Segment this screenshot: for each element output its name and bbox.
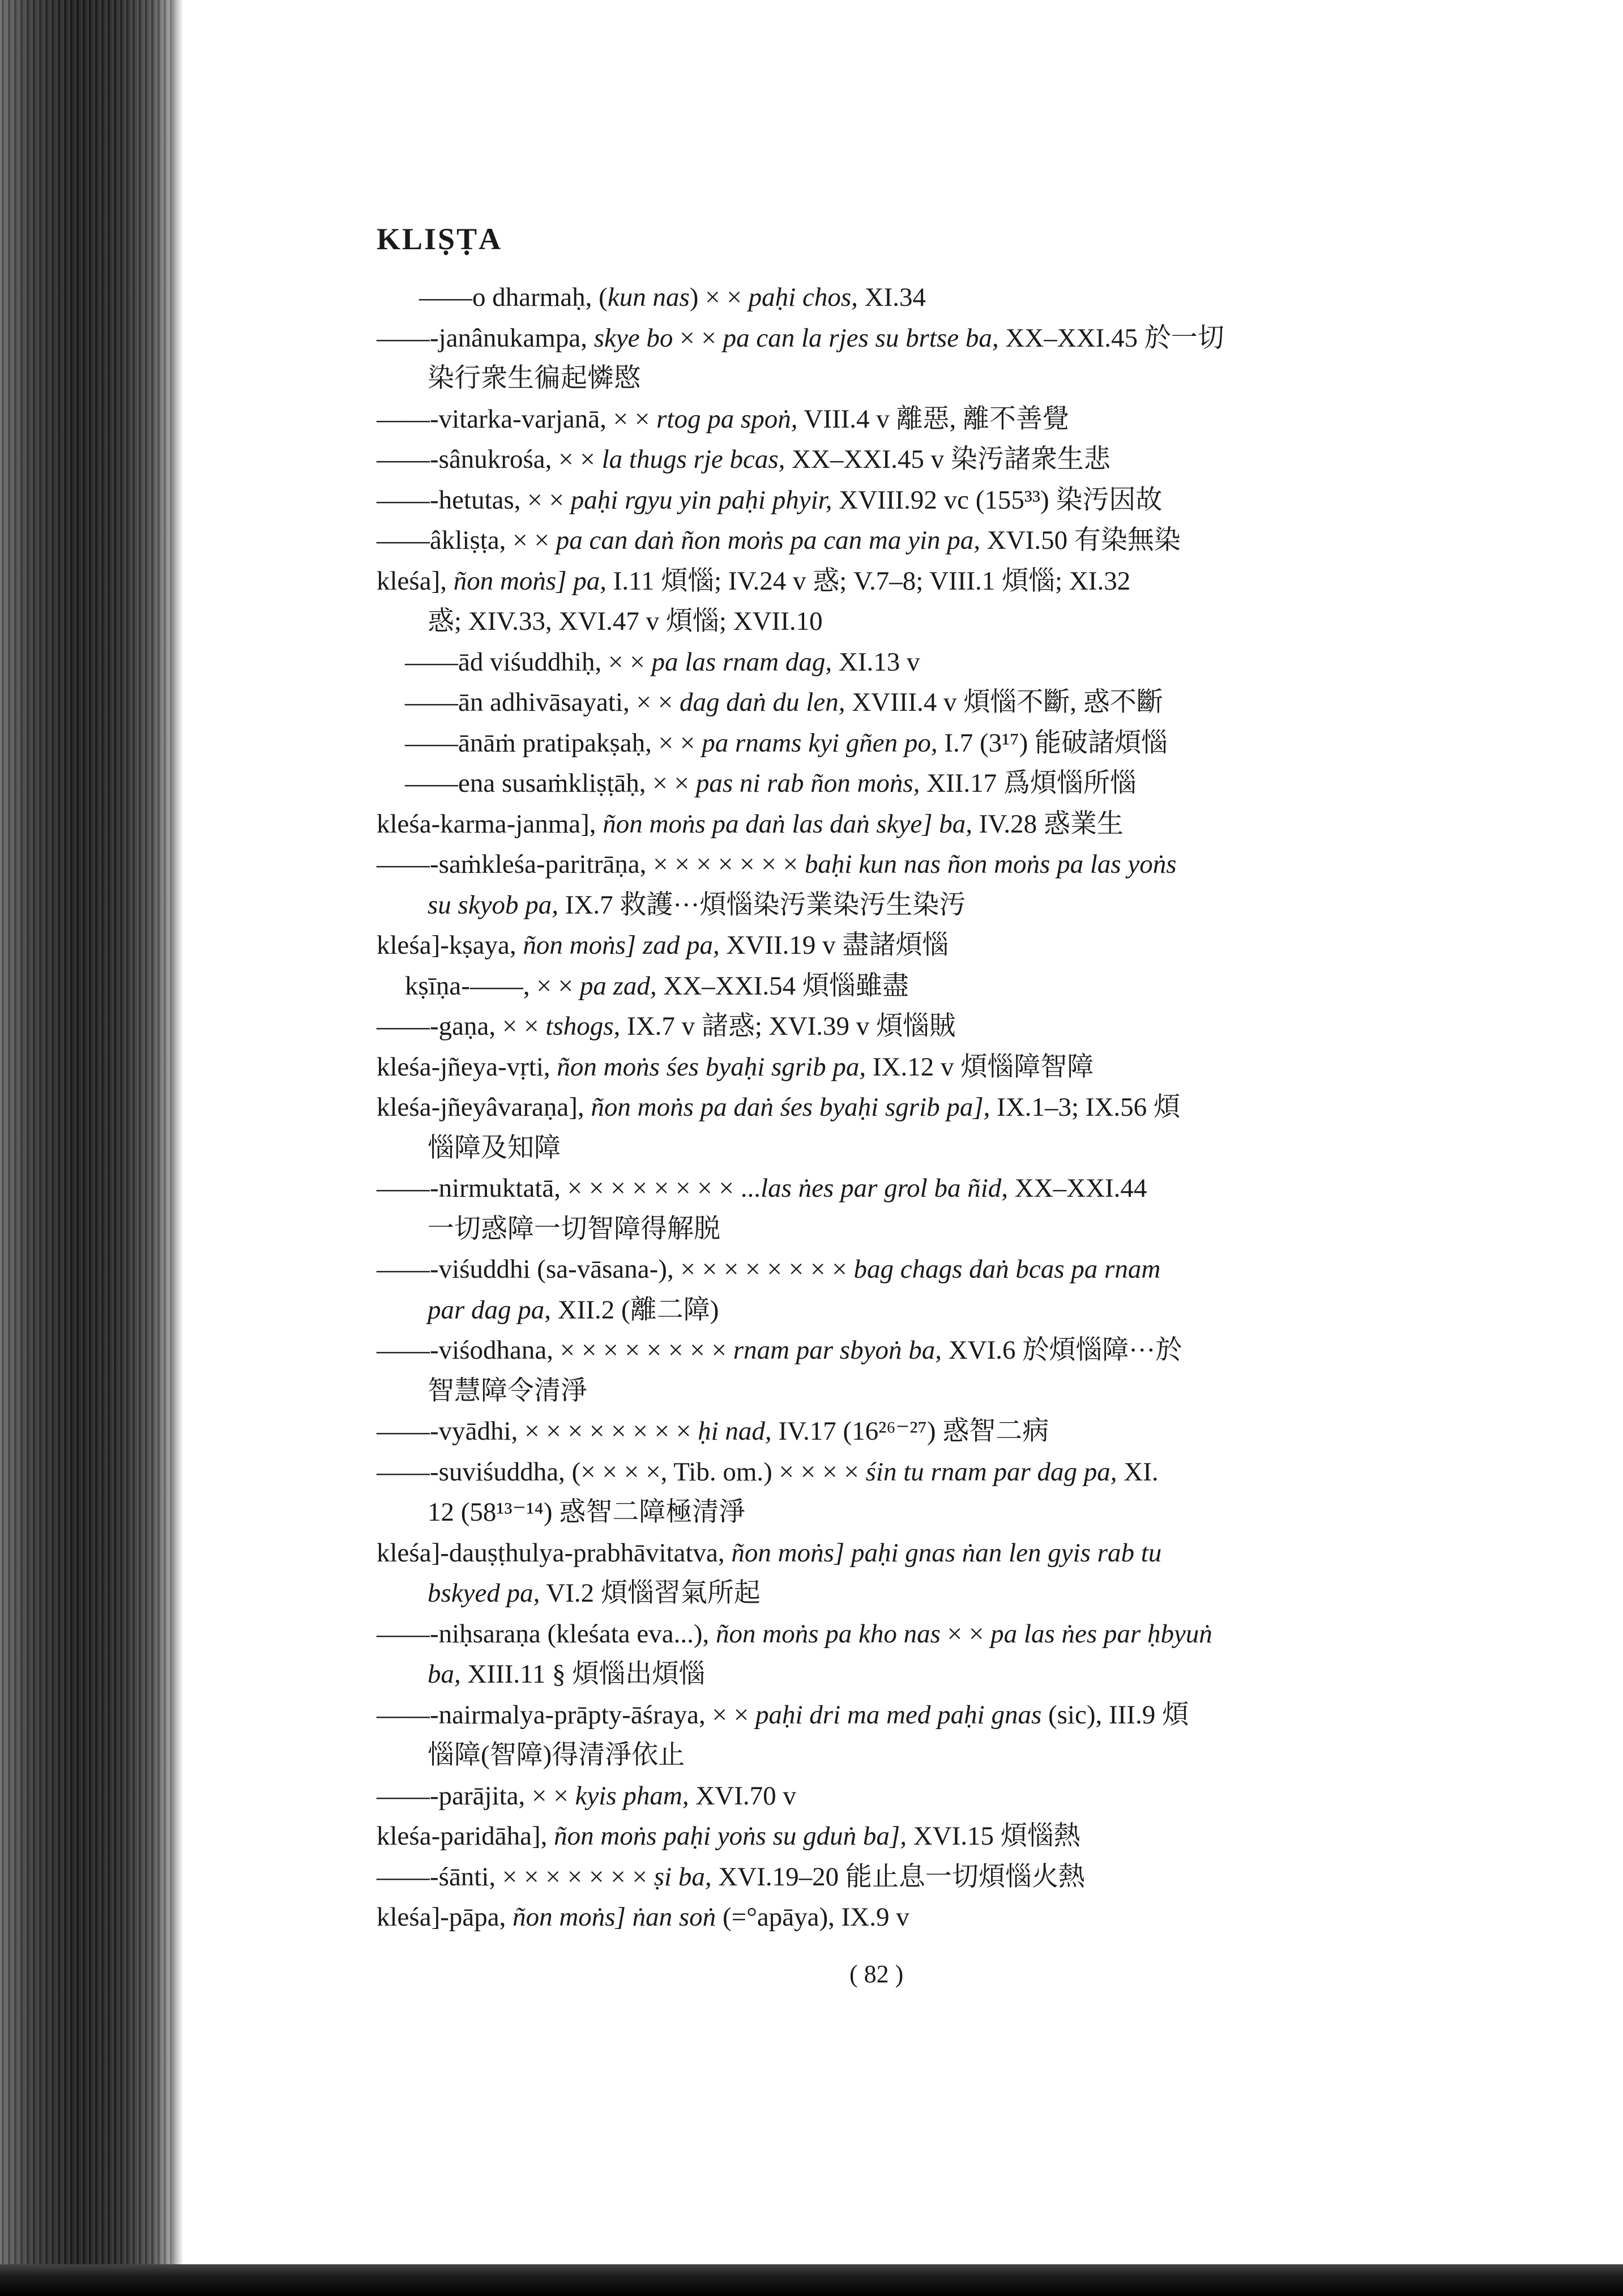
- entry-text: XI.: [1117, 1457, 1159, 1487]
- entry-text: XIII.11 § 煩惱出煩惱: [460, 1659, 706, 1689]
- entry-line: [377, 1654, 1487, 1695]
- entry-text: XVI.70 v: [689, 1781, 796, 1811]
- tibetan-text: ṣi ba,: [654, 1862, 712, 1892]
- entry-line: [377, 601, 1487, 642]
- entry-text: XX–XXI.45 於一切: [998, 323, 1224, 353]
- tibetan-text: ñon moṅs] paḥi gnas ṅan len gyis rab tu: [731, 1538, 1162, 1568]
- entry-text: kṣīṇa-——, × ×: [405, 971, 580, 1001]
- entry-line: [377, 682, 1487, 723]
- tibetan-text: ñon moṅs] pa,: [453, 566, 607, 596]
- tibetan-text: bag chags daṅ bcas pa rnam: [853, 1254, 1161, 1284]
- tibetan-text: kun nas: [607, 283, 690, 312]
- entry-text: ——-saṁkleśa-paritrāṇa, × × × × × × ×: [377, 850, 805, 879]
- entry-text: IX.1–3; IX.56 煩: [990, 1092, 1180, 1122]
- entry-text: ——-janânukampa,: [377, 323, 594, 353]
- tibetan-text: ñon moṅs] ṅan soṅ: [512, 1902, 716, 1932]
- entry-line: [377, 1330, 1487, 1371]
- entry-line: [377, 885, 1487, 926]
- entry-text: kleśa]-pāpa,: [377, 1902, 513, 1932]
- entry-text: XVI.6 於煩惱障···於: [941, 1335, 1182, 1365]
- tibetan-text: pa can daṅ ñon moṅs pa can ma yin pa,: [556, 526, 981, 555]
- tibetan-text: pa las rnam dag,: [651, 647, 832, 677]
- entry-text: 惑; XIV.33, XVI.47 v 煩惱; XVII.10: [428, 607, 823, 636]
- tibetan-text: śin tu rnam par dag pa,: [865, 1457, 1117, 1487]
- entry-text: IV.28 惑業生: [972, 809, 1124, 839]
- tibetan-text: skye bo: [593, 323, 673, 353]
- entry-text: kleśa-jñeyâvaraṇa],: [377, 1092, 591, 1122]
- entry-text: ——-suviśuddha, (× × × ×, Tib. om.) × × × ×: [377, 1457, 866, 1487]
- entry-line: [377, 1452, 1487, 1493]
- entry-text: ——-vitarka-varjanā, × ×: [377, 404, 657, 434]
- entry-text: XVI.19–20 能止息一切煩惱火熱: [711, 1862, 1085, 1892]
- entry-text: ——-niḥsaraṇa (kleśata eva...),: [377, 1619, 716, 1649]
- entry-text: XVI.50 有染無染: [980, 526, 1181, 555]
- entry-text: kleśa],: [377, 566, 454, 596]
- entry-line: [377, 439, 1487, 480]
- tibetan-text: ñon moṅs] zad pa,: [523, 931, 720, 960]
- entry-text: XX–XXI.44: [1008, 1173, 1147, 1203]
- entry-text: ——-vyādhi, × × × × × × × ×: [377, 1416, 698, 1446]
- tibetan-text: ñon moṅs śes byaḥi sgrib pa,: [557, 1052, 866, 1082]
- entry-text: ——ād viśuddhiḥ, × ×: [405, 647, 652, 677]
- entry-text: × ×: [673, 323, 723, 353]
- entry-text: VIII.4 v 離惡, 離不善覺: [797, 404, 1070, 434]
- entry-line: [377, 1128, 1487, 1169]
- entry-line: [377, 925, 1487, 966]
- tibetan-text: las ṅes par grol ba ñid,: [761, 1173, 1009, 1203]
- entry-text: IX.7 救護···煩惱染汚業染汚生染汚: [558, 890, 966, 920]
- scan-bottom-edge: [0, 2264, 1623, 2296]
- tibetan-text: pa rnams kyi gñen po,: [702, 728, 938, 758]
- entry-text: ——-hetutas, × ×: [377, 485, 571, 515]
- entry-line: [377, 1249, 1487, 1290]
- entry-text: IV.17 (16²⁶⁻²⁷) 惑智二病: [771, 1416, 1049, 1446]
- entry-text: I.11 煩惱; IV.24 v 惑; V.7–8; VIII.1 煩惱; XI.32: [607, 566, 1131, 596]
- entry-text: 12 (58¹³⁻¹⁴) 惑智二障極清淨: [428, 1497, 746, 1527]
- entry-text: IX.7 v 諸惑; XVI.39 v 煩惱賊: [620, 1012, 956, 1041]
- entry-text: kleśa-jñeya-vṛti,: [377, 1052, 557, 1082]
- entry-line: [377, 480, 1487, 521]
- tibetan-text: pas ni rab ñon moṅs,: [695, 769, 920, 798]
- tibetan-text: rnam par sbyoṅ ba,: [733, 1335, 942, 1365]
- entry-text: kleśa-paridāha],: [377, 1821, 554, 1851]
- entry-text: ——-nairmalya-prāpty-āśraya, × ×: [377, 1700, 755, 1730]
- tibetan-text: la thugs rje bcas,: [601, 445, 785, 474]
- entry-text: ——ān adhivāsayati, × ×: [405, 688, 680, 717]
- entry-line: [377, 1290, 1487, 1331]
- tibetan-text: baḥi kun nas ñon moṅs pa las yoṅs: [804, 850, 1177, 879]
- entry-text: 智慧障令清淨: [428, 1376, 587, 1406]
- tibetan-text: ñon moṅs pa daṅ śes byaḥi sgrib pa],: [591, 1092, 990, 1122]
- entry-line: [377, 1614, 1487, 1655]
- entry-line: [377, 966, 1487, 1007]
- entry-line: [377, 1047, 1487, 1088]
- entry-text: ——o dharmaḥ, (: [419, 283, 608, 312]
- entry-text: (sic), III.9 煩: [1041, 1700, 1189, 1730]
- entry-text: VI.2 煩惱習氣所起: [540, 1578, 761, 1608]
- tibetan-text: pa can la rjes su brtse ba,: [723, 323, 999, 353]
- tibetan-text: kyis pham,: [575, 1781, 689, 1811]
- entry-text: ——-śānti, × × × × × × ×: [377, 1862, 654, 1892]
- entry-text: ——-viśodhana, × × × × × × × ×: [377, 1335, 733, 1365]
- entry-line: [377, 1897, 1487, 1938]
- tibetan-text: rtog pa spoṅ,: [656, 404, 798, 434]
- tibetan-text: tshogs,: [545, 1012, 621, 1041]
- entry-line: [377, 1492, 1487, 1533]
- entry-line: [377, 359, 1487, 399]
- entry-line: [377, 1411, 1487, 1452]
- entry-line: [377, 1776, 1487, 1817]
- tibetan-text: par dag pa,: [428, 1295, 552, 1325]
- entry-line: [377, 1006, 1487, 1047]
- entry-text: kleśa]-kṣaya,: [377, 931, 523, 960]
- entry-text: XII.2 (離二障): [551, 1295, 719, 1325]
- entry-text: kleśa-karma-janma],: [377, 809, 603, 839]
- entry-line: [377, 1735, 1487, 1776]
- tibetan-text: su skyob pa,: [428, 890, 559, 920]
- tibetan-text: dag daṅ du len,: [680, 688, 845, 717]
- book-spine: [0, 0, 170, 2296]
- entry-text: 一切惑障一切智障得解脱: [428, 1214, 720, 1244]
- entry-text: kleśa]-dauṣṭhulya-prabhāvitatva,: [377, 1538, 732, 1568]
- entry-text: ——-nirmuktatā, × × × × × × × × ...: [377, 1173, 761, 1203]
- entry-text: × ×: [940, 1619, 991, 1649]
- entry-line: [377, 399, 1487, 440]
- entry-text: ——ānāṁ pratipakṣaḥ, × ×: [405, 728, 702, 758]
- page-heading: KLIṢṬA: [377, 222, 503, 256]
- entry-list: [377, 278, 1487, 1938]
- entry-text: ——-gaṇa, × ×: [377, 1012, 546, 1041]
- book-spine-edge: [170, 0, 182, 2296]
- tibetan-text: ba,: [428, 1659, 461, 1689]
- entry-text: ——ena susaṁkliṣṭāḥ, × ×: [405, 769, 696, 798]
- entry-line: [377, 1533, 1487, 1574]
- entry-line: [377, 1371, 1487, 1412]
- entry-line: [377, 278, 1487, 318]
- entry-line: [377, 1573, 1487, 1614]
- tibetan-text: bskyed pa,: [428, 1578, 540, 1608]
- entry-text: ——-viśuddhi (sa-vāsana-), × × × × × × × ×: [377, 1254, 854, 1284]
- entry-text: (=°apāya), IX.9 v: [716, 1902, 909, 1932]
- page-number: ( 82 ): [849, 1960, 904, 1988]
- entry-line: [377, 763, 1487, 804]
- tibetan-text: paḥi chos,: [748, 283, 858, 312]
- entry-line: [377, 1087, 1487, 1128]
- entry-line: [377, 642, 1487, 683]
- tibetan-text: ñon moṅs paḥi yoṅs su gduṅ ba],: [554, 1821, 907, 1851]
- entry-text: XVII.19 v 盡諸煩惱: [719, 931, 949, 960]
- entry-line: [377, 1168, 1487, 1209]
- entry-text: ——-parājita, × ×: [377, 1781, 575, 1811]
- entry-line: [377, 520, 1487, 561]
- tibetan-text: ñon moṅs pa daṅ las daṅ skye] ba,: [603, 809, 973, 839]
- entry-line: [377, 1209, 1487, 1250]
- dictionary-page: [377, 216, 1487, 1938]
- entry-text: IX.12 v 煩惱障智障: [866, 1052, 1094, 1082]
- entry-line: [377, 318, 1487, 359]
- entry-text: I.7 (3¹⁷) 能破諸煩惱: [937, 728, 1168, 758]
- entry-line: [377, 1695, 1487, 1736]
- entry-line: [377, 804, 1487, 845]
- entry-text: 惱障及知障: [428, 1133, 561, 1163]
- tibetan-text: pa zad,: [579, 971, 657, 1001]
- entry-text: XX–XXI.54 煩惱雖盡: [656, 971, 909, 1001]
- entry-text: XX–XXI.45 v 染汚諸衆生悲: [785, 445, 1111, 474]
- entry-line: [377, 561, 1487, 602]
- entry-text: 染行衆生徧起憐愍: [428, 364, 640, 393]
- tibetan-text: ñon moṅs pa kho nas: [716, 1619, 941, 1649]
- tibetan-text: ḥi nad,: [698, 1416, 772, 1446]
- tibetan-text: paḥi rgyu yin paḥi phyir,: [570, 485, 832, 515]
- entry-text: XVIII.4 v 煩惱不斷, 惑不斷: [845, 688, 1163, 717]
- entry-text: XI.13 v: [832, 647, 920, 677]
- entry-text: XVI.15 煩惱熱: [906, 1821, 1080, 1851]
- entry-text: XII.17 爲煩惱所惱: [920, 769, 1137, 798]
- tibetan-text: paḥi dri ma med paḥi gnas: [755, 1700, 1042, 1730]
- entry-line: [377, 723, 1487, 764]
- entry-text: XI.34: [857, 283, 926, 312]
- entry-line: [377, 1816, 1487, 1857]
- entry-text: 惱障(智障)得清淨依止: [428, 1740, 685, 1770]
- entry-text: ——âkliṣṭa, × ×: [377, 526, 556, 555]
- entry-text: ——-sânukrośa, × ×: [377, 445, 602, 474]
- entry-text: XVIII.92 vc (155³³) 染汚因故: [832, 485, 1163, 515]
- entry-line: [377, 844, 1487, 885]
- tibetan-text: pa las ṅes par ḥbyuṅ: [990, 1619, 1212, 1649]
- entry-line: [377, 1857, 1487, 1898]
- entry-text: ) × ×: [689, 283, 749, 312]
